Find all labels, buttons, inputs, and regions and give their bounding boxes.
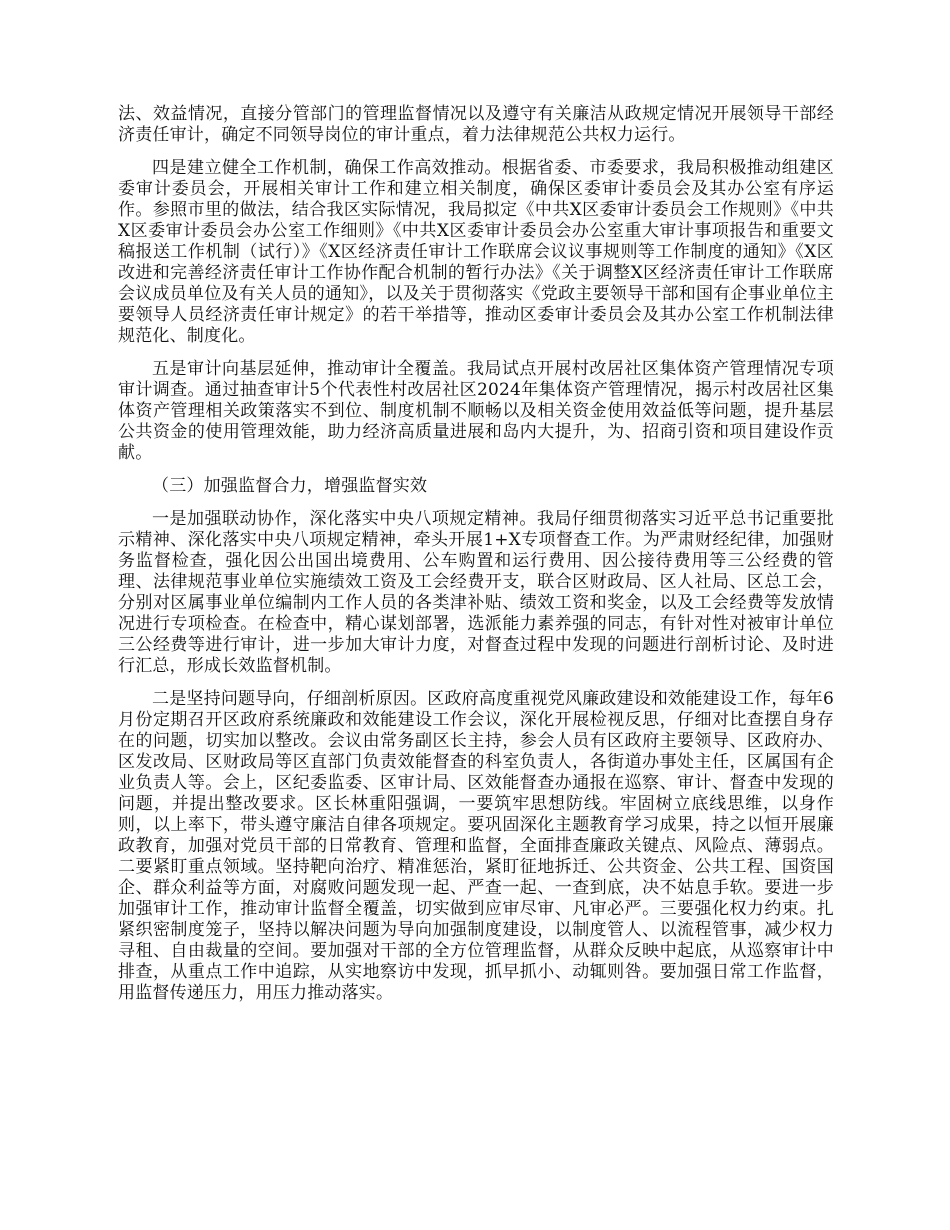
paragraph-joint-cooperation: 一是加强联动协作，深化落实中央八项规定精神。我局仔细贯彻落实习近平总书记重要批示精神、深化落实中央八项规定精神，牵头开展1+X专项督查工作。为严肃财经纪律，加强财务监督检查，强化因公出国出境费用、公车购置和运行费用、因公接待费用等三公经费的管理、法律规范事业单位实施绩效工资及工会经费开支，联合区财政局、区人社局、区总工会，分别对区属事业单位编制内工作人员的各类津补贴、绩效工资和奖金，以及工会经费等发放情况进行专项检查。在检查中，精心谋划部署，选派能力素养强的同志，有针对性对被审计单位三公经费等进行审计，进一步加大审计力度，对督查过程中发现的问题进行剖析讨论、及时进行汇总，形成长效监督机制。 xyxy=(118,509,834,676)
paragraph-problem-oriented: 二是坚持问题导向，仔细剖析原因。区政府高度重视党风廉政建设和效能建设工作，每年6月份定期召开区政府系统廉政和效能建设工作会议，深化开展检视反思，仔细对比查摆自身存在的问题，切实加以整改。会议由常务副区长主持，参会人员有区政府主要领导、区政府办、区发改局、区财政局等区直部门负责效能督查的科室负责人，各街道办事处主任，区属国有企业负责人等。会上，区纪委监委、区审计局、区效能督查办通报在巡察、审计、督查中发现的问题，并提出整改要求。区长林重阳强调，一要筑牢思想防线。牢固树立底线思维，以身作则，以上率下，带头遵守廉洁自律各项规定。要巩固深化主题教育学习成果，持之以恒开展廉政教育，加强对党员干部的日常教育、管理和监督，全面排查廉政关键点、风险点、薄弱点。二要紧盯重点领域。坚持靶向治疗、精准惩治，紧盯征地拆迁、公共资金、公共工程、国资国企、群众利益等方面，对腐败问题发现一起、严查一起、一查到底，决不姑息手软。要进一步加强审计工作，推动审计监督全覆盖，切实做到应审尽审、凡审必严。三要强化权力约束。扎紧织密制度笼子，坚持以解决问题为导向加强制度建设，以制度管人、以流程管事，减少权力寻租、自由裁量的空间。要加强对干部的全方位管理监督，从群众反映中起底，从巡察审计中排查，从重点工作中追踪，从实地察访中发现，抓早抓小、动辄则咎。要加强日常工作监督，用监督传递压力，用压力推动落实。 xyxy=(118,689,834,1003)
document-page xyxy=(118,104,834,1016)
paragraph-intro-continued: 法、效益情况，直接分管部门的管理监督情况以及遵守有关廉洁从政规定情况开展领导干部经济责任审计，确定不同领导岗位的审计重点，着力法律规范公共权力运行。 xyxy=(118,104,834,145)
section-heading-supervision: （三）加强监督合力，增强监督实效 xyxy=(152,476,428,496)
paragraph-grassroots-audit: 五是审计向基层延伸，推动审计全覆盖。我局试点开展村改居社区集体资产管理情况专项审计调查。通过抽查审计5个代表性村改居社区2024年集体资产管理情况，揭示村改居社区集体资产管理相关政策落实不到位、制度机制不顺畅以及相关资金使用效益低等问题，提升基层公共资金的使用管理效能，助力经济高质量进展和岛内大提升，为、招商引资和项目建设作贡献。 xyxy=(118,359,834,463)
paragraph-work-mechanism: 四是建立健全工作机制，确保工作高效推动。根据省委、市委要求，我局积极推动组建区委审计委员会，开展相关审计工作和建立相关制度，确保区委审计委员会及其办公室有序运作。参照市里的做法，结合我区实际情况，我局拟定《中共X区委审计委员会工作规则》《中共X区委审计委员会办公室工作细则》《中共X区委审计委员会办公室重大审计事项报告和重要文稿报送工作机制（试行）》《X区经济责任审计工作联席会议议事规则等工作制度的通知》《X区改进和完善经济责任审计工作协作配合机制的暂行办法》《关于调整X区经济责任审计工作联席会议成员单位及有关人员的通知》，以及关于贯彻落实《党政主要领导干部和国有企事业单位主要领导人员经济责任审计规定》的若干举措等，推动区委审计委员会及其办公室工作机制法律规范化、制度化。 xyxy=(118,158,834,346)
